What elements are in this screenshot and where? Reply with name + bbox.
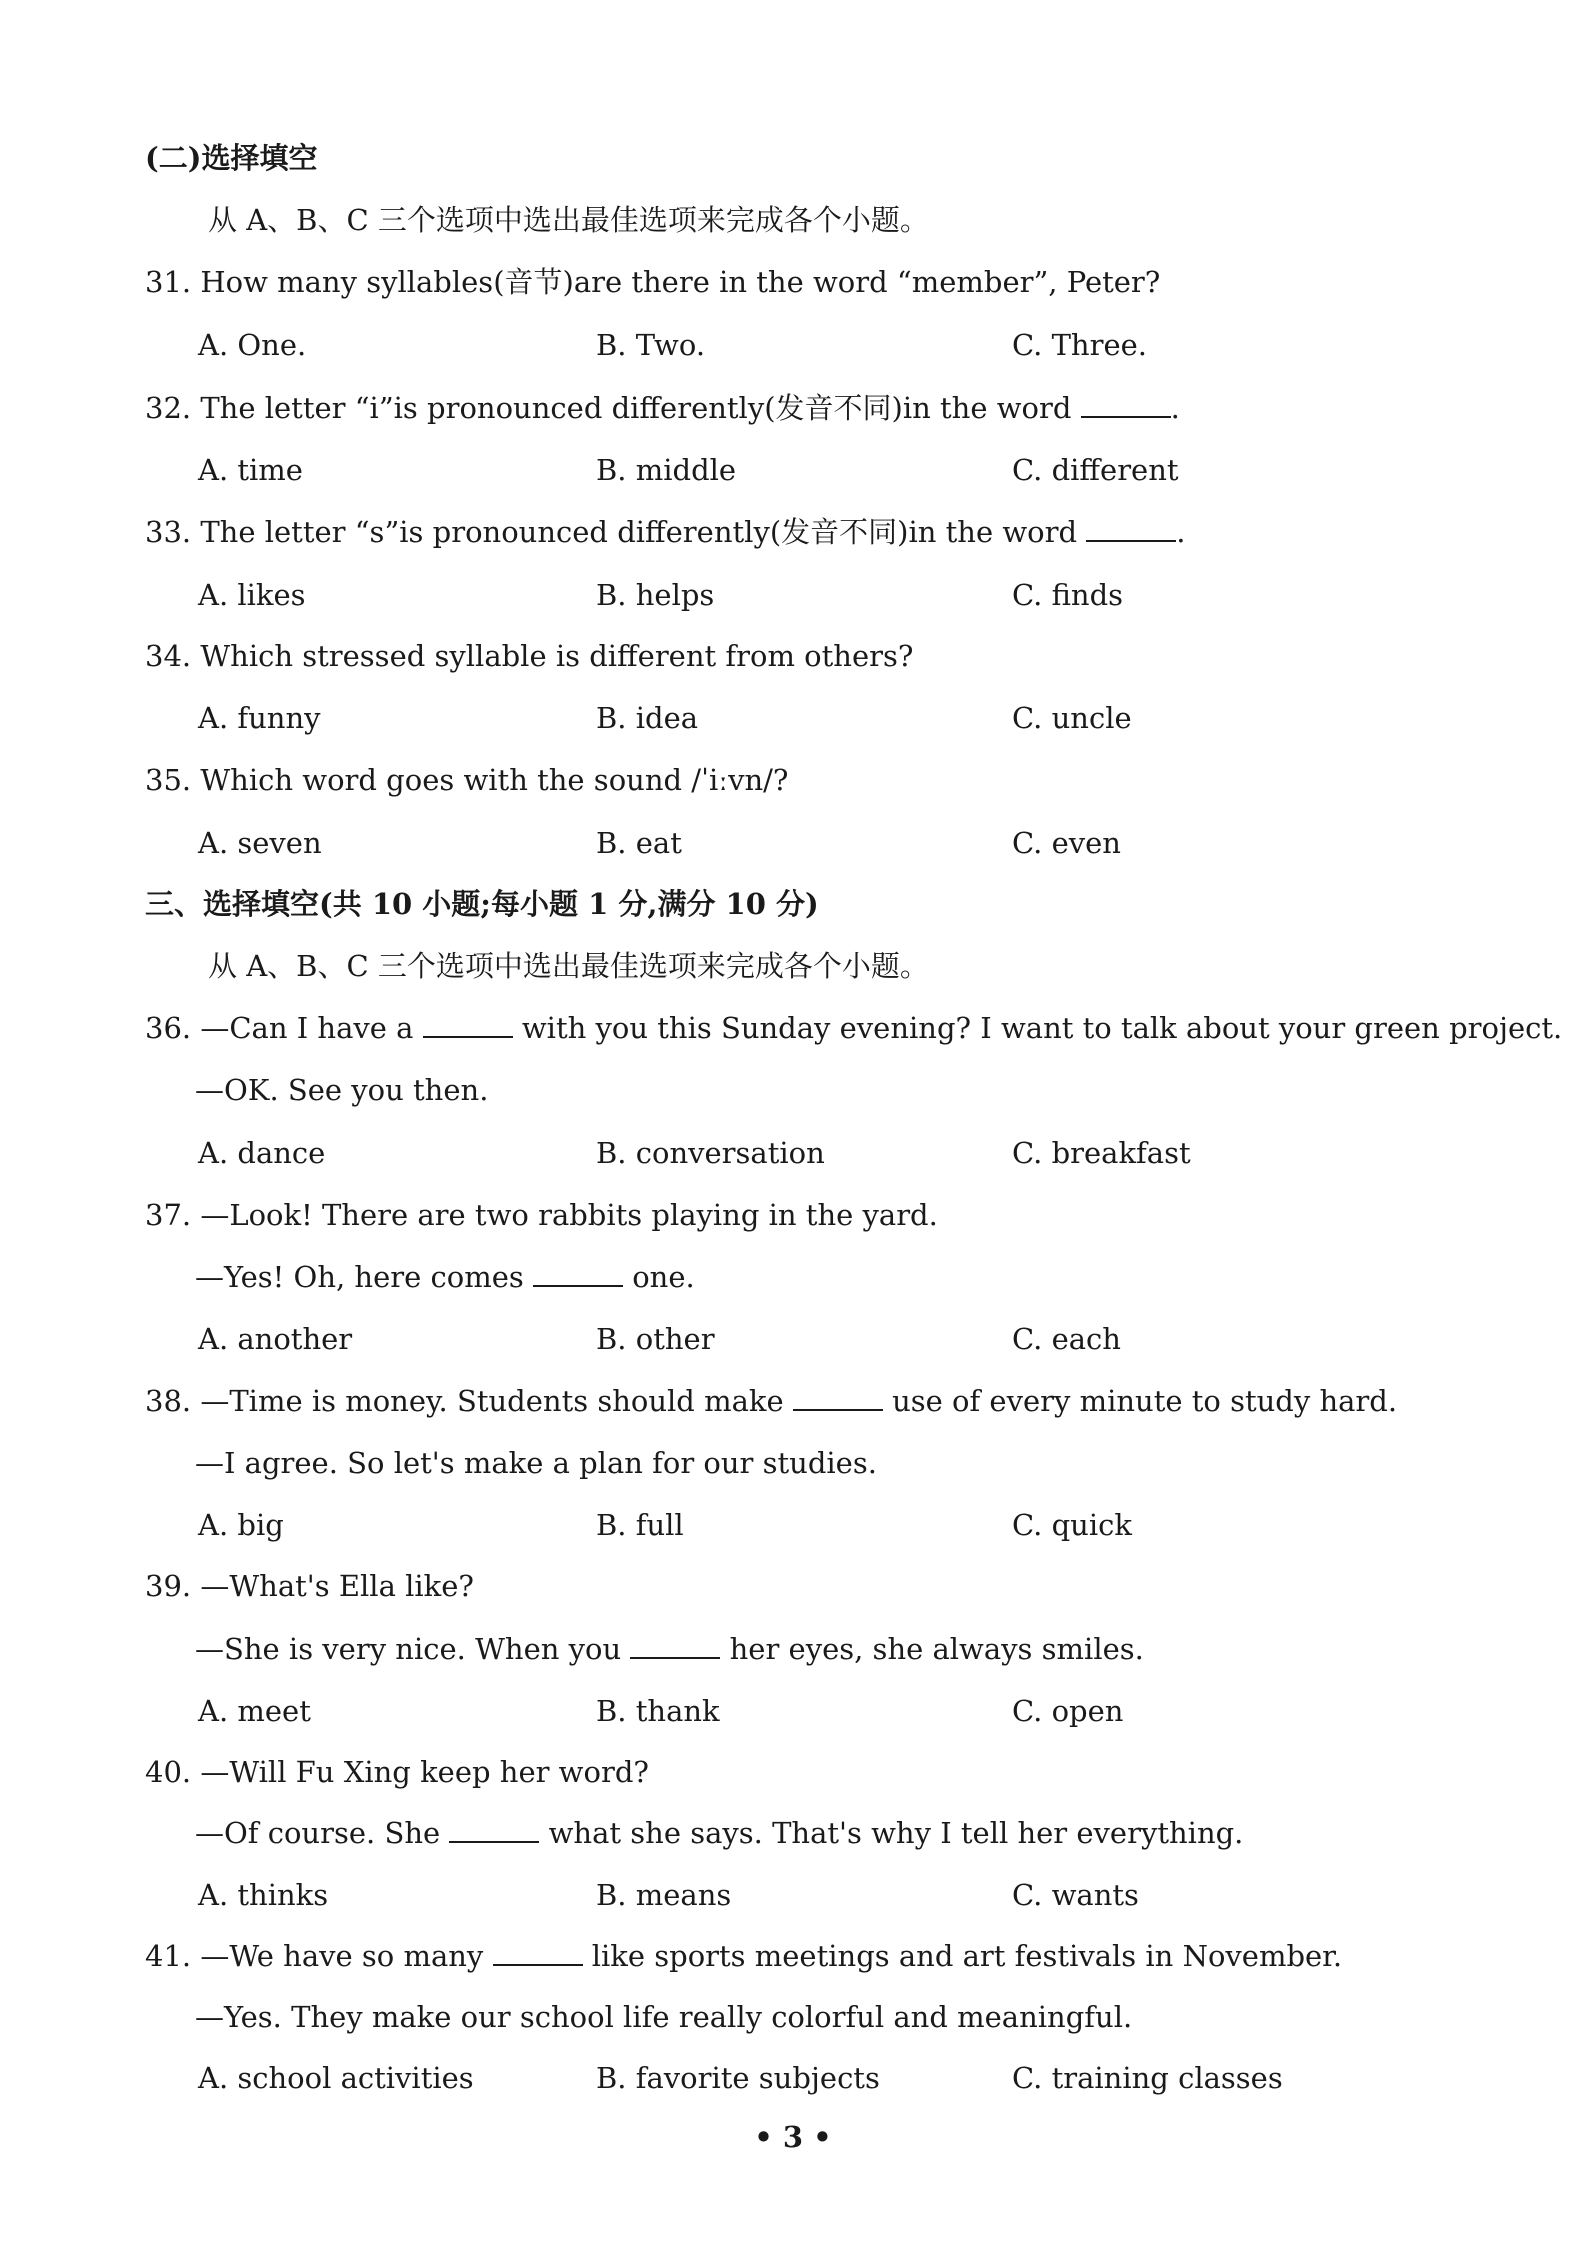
q39-option-a: A. meet xyxy=(198,1694,311,1728)
q39-dialogue-line-2 xyxy=(195,1629,1144,1669)
q31-option-c: C. Three. xyxy=(1012,328,1148,362)
answer-blank xyxy=(493,1942,583,1966)
q31-option-a: A. One. xyxy=(198,328,307,362)
q37-option-c: C. each xyxy=(1012,1322,1121,1356)
section-3-title: 三、选择填空(共 10 小题;每小题 1 分,满分 10 分) xyxy=(145,887,819,921)
answer-blank xyxy=(630,1635,720,1659)
question-number: 37. xyxy=(145,1198,192,1232)
q32-option-c: C. different xyxy=(1012,453,1179,487)
question-text: —What's Ella like? xyxy=(200,1569,474,1603)
q34-option-a: A. funny xyxy=(198,701,321,735)
question-31 xyxy=(145,262,1160,302)
question-text: The letter “s”is pronounced differently(发音不同)in the word xyxy=(200,515,1078,549)
question-text-end: like sports meetings and art festivals in November. xyxy=(591,1939,1343,1973)
q38-option-b: B. full xyxy=(596,1508,684,1542)
q40-option-c: C. wants xyxy=(1012,1878,1139,1912)
question-text: Which word goes with the sound /ˈiːvn/? xyxy=(200,763,789,797)
question-text-end: . xyxy=(1170,391,1180,425)
q38-option-a: A. big xyxy=(198,1508,284,1542)
q40-option-a: A. thinks xyxy=(198,1878,329,1912)
question-text: —Look! There are two rabbits playing in the yard. xyxy=(200,1198,938,1232)
question-35 xyxy=(145,760,788,800)
question-number: 33. xyxy=(145,515,192,549)
answer-blank xyxy=(533,1263,623,1287)
question-text: The letter “i”is pronounced differently(发音不同)in the word xyxy=(200,391,1072,425)
question-40 xyxy=(145,1752,649,1792)
q33-option-b: B. helps xyxy=(596,578,715,612)
q36-dialogue-line-2: —OK. See you then. xyxy=(195,1073,489,1107)
q41-option-a: A. school activities xyxy=(198,2061,474,2095)
dialogue-text: —Of course. She xyxy=(195,1816,441,1850)
q33-option-c: C. finds xyxy=(1012,578,1124,612)
q35-option-a: A. seven xyxy=(198,826,322,860)
answer-blank xyxy=(449,1819,539,1843)
question-text-end: . xyxy=(1176,515,1186,549)
dialogue-text: —Yes! Oh, here comes xyxy=(195,1260,524,1294)
question-38 xyxy=(145,1381,1397,1421)
question-number: 41. xyxy=(145,1939,192,1973)
question-36 xyxy=(145,1008,1562,1048)
question-number: 31. xyxy=(145,265,192,299)
question-number: 40. xyxy=(145,1755,192,1789)
dialogue-text-end: one. xyxy=(632,1260,695,1294)
question-33 xyxy=(145,512,1185,552)
q32-option-a: A. time xyxy=(198,453,303,487)
section-3-instruction: 从 A、B、C 三个选项中选出最佳选项来完成各个小题。 xyxy=(208,949,929,983)
q33-option-a: A. likes xyxy=(198,578,306,612)
question-number: 35. xyxy=(145,763,192,797)
q38-dialogue-line-2: —I agree. So let's make a plan for our studies. xyxy=(195,1446,877,1480)
question-34 xyxy=(145,636,913,676)
question-text: Which stressed syllable is different from others? xyxy=(200,639,914,673)
question-text: —Time is money. Students should make xyxy=(200,1384,784,1418)
q35-option-b: B. eat xyxy=(596,826,682,860)
page-number: • 3 • xyxy=(754,2120,832,2154)
dialogue-text-end: her eyes, she always smiles. xyxy=(729,1632,1144,1666)
question-number: 36. xyxy=(145,1011,192,1045)
question-text: —We have so many xyxy=(200,1939,484,1973)
q34-option-c: C. uncle xyxy=(1012,701,1132,735)
dialogue-text: —She is very nice. When you xyxy=(195,1632,622,1666)
answer-blank xyxy=(1081,394,1171,418)
q40-dialogue-line-2 xyxy=(195,1813,1243,1853)
dialogue-text-end: what she says. That's why I tell her everything. xyxy=(548,1816,1244,1850)
question-text: —Can I have a xyxy=(200,1011,414,1045)
q41-option-b: B. favorite subjects xyxy=(596,2061,880,2095)
answer-blank xyxy=(793,1387,883,1411)
q39-option-b: B. thank xyxy=(596,1694,720,1728)
question-text-end: with you this Sunday evening? I want to talk about your green project. xyxy=(521,1011,1563,1045)
q34-option-b: B. idea xyxy=(596,701,699,735)
q31-option-b: B. Two. xyxy=(596,328,706,362)
q37-option-a: A. another xyxy=(198,1322,353,1356)
question-number: 38. xyxy=(145,1384,192,1418)
section-2-title: (二)选择填空 xyxy=(145,141,318,175)
question-32 xyxy=(145,388,1180,428)
question-text-end: use of every minute to study hard. xyxy=(892,1384,1398,1418)
q40-option-b: B. means xyxy=(596,1878,732,1912)
q41-option-c: C. training classes xyxy=(1012,2061,1283,2095)
question-number: 34. xyxy=(145,639,192,673)
q36-option-c: C. breakfast xyxy=(1012,1136,1191,1170)
q41-dialogue-line-2: —Yes. They make our school life really colorful and meaningful. xyxy=(195,2000,1133,2034)
section-2-instruction: 从 A、B、C 三个选项中选出最佳选项来完成各个小题。 xyxy=(208,203,929,237)
question-41 xyxy=(145,1936,1342,1976)
q38-option-c: C. quick xyxy=(1012,1508,1132,1542)
question-number: 39. xyxy=(145,1569,192,1603)
question-37 xyxy=(145,1195,938,1235)
q36-option-a: A. dance xyxy=(198,1136,326,1170)
q39-option-c: C. open xyxy=(1012,1694,1124,1728)
q37-option-b: B. other xyxy=(596,1322,715,1356)
question-text: —Will Fu Xing keep her word? xyxy=(200,1755,649,1789)
question-text: How many syllables(音节)are there in the word “member”, Peter? xyxy=(200,265,1161,299)
question-39 xyxy=(145,1566,474,1606)
q35-option-c: C. even xyxy=(1012,826,1121,860)
q32-option-b: B. middle xyxy=(596,453,737,487)
answer-blank xyxy=(423,1014,513,1038)
q36-option-b: B. conversation xyxy=(596,1136,825,1170)
q37-dialogue-line-2 xyxy=(195,1257,695,1297)
question-number: 32. xyxy=(145,391,192,425)
answer-blank xyxy=(1086,518,1176,542)
